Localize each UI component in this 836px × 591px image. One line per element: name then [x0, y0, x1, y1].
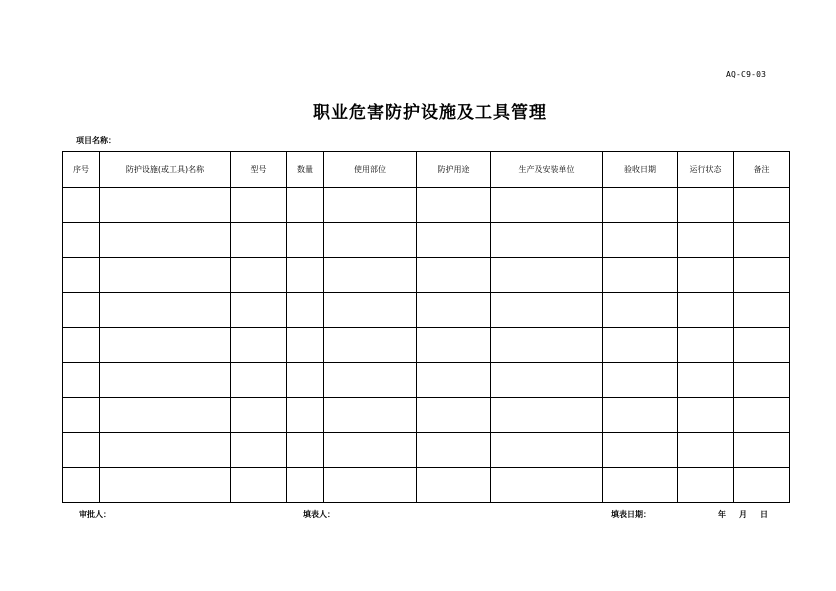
approver-label: 审批人：: [79, 510, 111, 519]
table-cell: [287, 398, 324, 433]
table-cell: [734, 468, 790, 503]
table-cell: [63, 363, 100, 398]
fill-date-label: 填表日期：: [611, 510, 651, 519]
table-cell: [324, 258, 417, 293]
table-cell: [678, 328, 734, 363]
table-cell: [491, 188, 603, 223]
table-cell: [734, 188, 790, 223]
header-facility-name: 防护设施(或工具)名称: [100, 152, 231, 188]
table-cell: [603, 398, 678, 433]
table-header-row: [63, 152, 790, 188]
header-model: 型号: [231, 152, 287, 188]
table-cell: [100, 223, 231, 258]
table-cell: [63, 188, 100, 223]
table-cell: [231, 293, 287, 328]
table-cell: [63, 223, 100, 258]
table-cell: [734, 433, 790, 468]
table-cell: [734, 223, 790, 258]
table-row: [63, 363, 790, 398]
table-cell: [603, 258, 678, 293]
header-serial-number: 序号: [63, 152, 100, 188]
header-manufacturer-installer: 生产及安装单位: [491, 152, 603, 188]
table-cell: [100, 468, 231, 503]
table-cell: [678, 223, 734, 258]
table-cell: [491, 433, 603, 468]
table-cell: [287, 468, 324, 503]
table-cell: [491, 398, 603, 433]
table-cell: [63, 398, 100, 433]
table-cell: [100, 258, 231, 293]
fill-date-year: 年: [718, 510, 726, 519]
table-row: [63, 258, 790, 293]
table-cell: [287, 363, 324, 398]
table-cell: [678, 258, 734, 293]
filler-label: 填表人：: [303, 510, 335, 519]
table-cell: [231, 433, 287, 468]
header-quantity: 数量: [287, 152, 324, 188]
table-cell: [287, 328, 324, 363]
table-cell: [678, 398, 734, 433]
table-cell: [231, 188, 287, 223]
table-cell: [678, 188, 734, 223]
header-operating-status: 运行状态: [678, 152, 734, 188]
table-cell: [417, 258, 491, 293]
project-name-label: 项目名称：: [76, 136, 116, 145]
table-row: [63, 433, 790, 468]
table-cell: [678, 293, 734, 328]
table-cell: [324, 363, 417, 398]
table-cell: [734, 258, 790, 293]
table-cell: [287, 293, 324, 328]
document-code: AQ-C9-03: [726, 70, 767, 79]
table-cell: [231, 363, 287, 398]
table-cell: [603, 433, 678, 468]
table-cell: [734, 363, 790, 398]
table-cell: [287, 433, 324, 468]
table-cell: [491, 258, 603, 293]
table-cell: [100, 363, 231, 398]
fill-date-day: 日: [760, 510, 768, 519]
table-cell: [491, 363, 603, 398]
table-cell: [63, 433, 100, 468]
table-row: [63, 293, 790, 328]
table-cell: [63, 258, 100, 293]
table-cell: [324, 433, 417, 468]
table-row: [63, 188, 790, 223]
table-cell: [100, 328, 231, 363]
table-cell: [231, 258, 287, 293]
table-cell: [603, 293, 678, 328]
table-cell: [491, 223, 603, 258]
table-cell: [678, 363, 734, 398]
table-cell: [603, 328, 678, 363]
table-cell: [678, 468, 734, 503]
header-protection-purpose: 防护用途: [417, 152, 491, 188]
table-cell: [734, 328, 790, 363]
table-cell: [678, 433, 734, 468]
table-cell: [63, 293, 100, 328]
table-cell: [63, 328, 100, 363]
table-cell: [287, 258, 324, 293]
table-cell: [324, 223, 417, 258]
table-cell: [100, 433, 231, 468]
table-cell: [491, 468, 603, 503]
table-cell: [287, 188, 324, 223]
header-acceptance-date: 验收日期: [603, 152, 678, 188]
table-cell: [324, 293, 417, 328]
table-cell: [417, 293, 491, 328]
fill-date-fields: [718, 509, 768, 520]
table-cell: [417, 468, 491, 503]
table-row: [63, 468, 790, 503]
header-remarks: 备注: [734, 152, 790, 188]
table-cell: [231, 328, 287, 363]
table-cell: [734, 398, 790, 433]
table-cell: [324, 398, 417, 433]
protection-facilities-table: [62, 151, 790, 503]
table-cell: [734, 293, 790, 328]
table-cell: [324, 468, 417, 503]
table-cell: [324, 328, 417, 363]
table-cell: [63, 468, 100, 503]
table-cell: [231, 398, 287, 433]
table-cell: [417, 188, 491, 223]
table-cell: [417, 433, 491, 468]
table-cell: [100, 293, 231, 328]
table-cell: [231, 468, 287, 503]
table-row: [63, 223, 790, 258]
table-cell: [231, 223, 287, 258]
table-cell: [603, 223, 678, 258]
fill-date-month: 月: [739, 510, 747, 519]
table-cell: [100, 188, 231, 223]
table-cell: [603, 468, 678, 503]
document-title: 职业危害防护设施及工具管理: [313, 103, 547, 123]
table-row: [63, 328, 790, 363]
table-cell: [603, 363, 678, 398]
table-cell: [324, 188, 417, 223]
table-cell: [417, 328, 491, 363]
table-cell: [491, 328, 603, 363]
table-cell: [417, 398, 491, 433]
table-cell: [603, 188, 678, 223]
table-row: [63, 398, 790, 433]
table-cell: [417, 363, 491, 398]
table-cell: [491, 293, 603, 328]
table-cell: [417, 223, 491, 258]
table-cell: [100, 398, 231, 433]
header-usage-location: 使用部位: [324, 152, 417, 188]
table-cell: [287, 223, 324, 258]
